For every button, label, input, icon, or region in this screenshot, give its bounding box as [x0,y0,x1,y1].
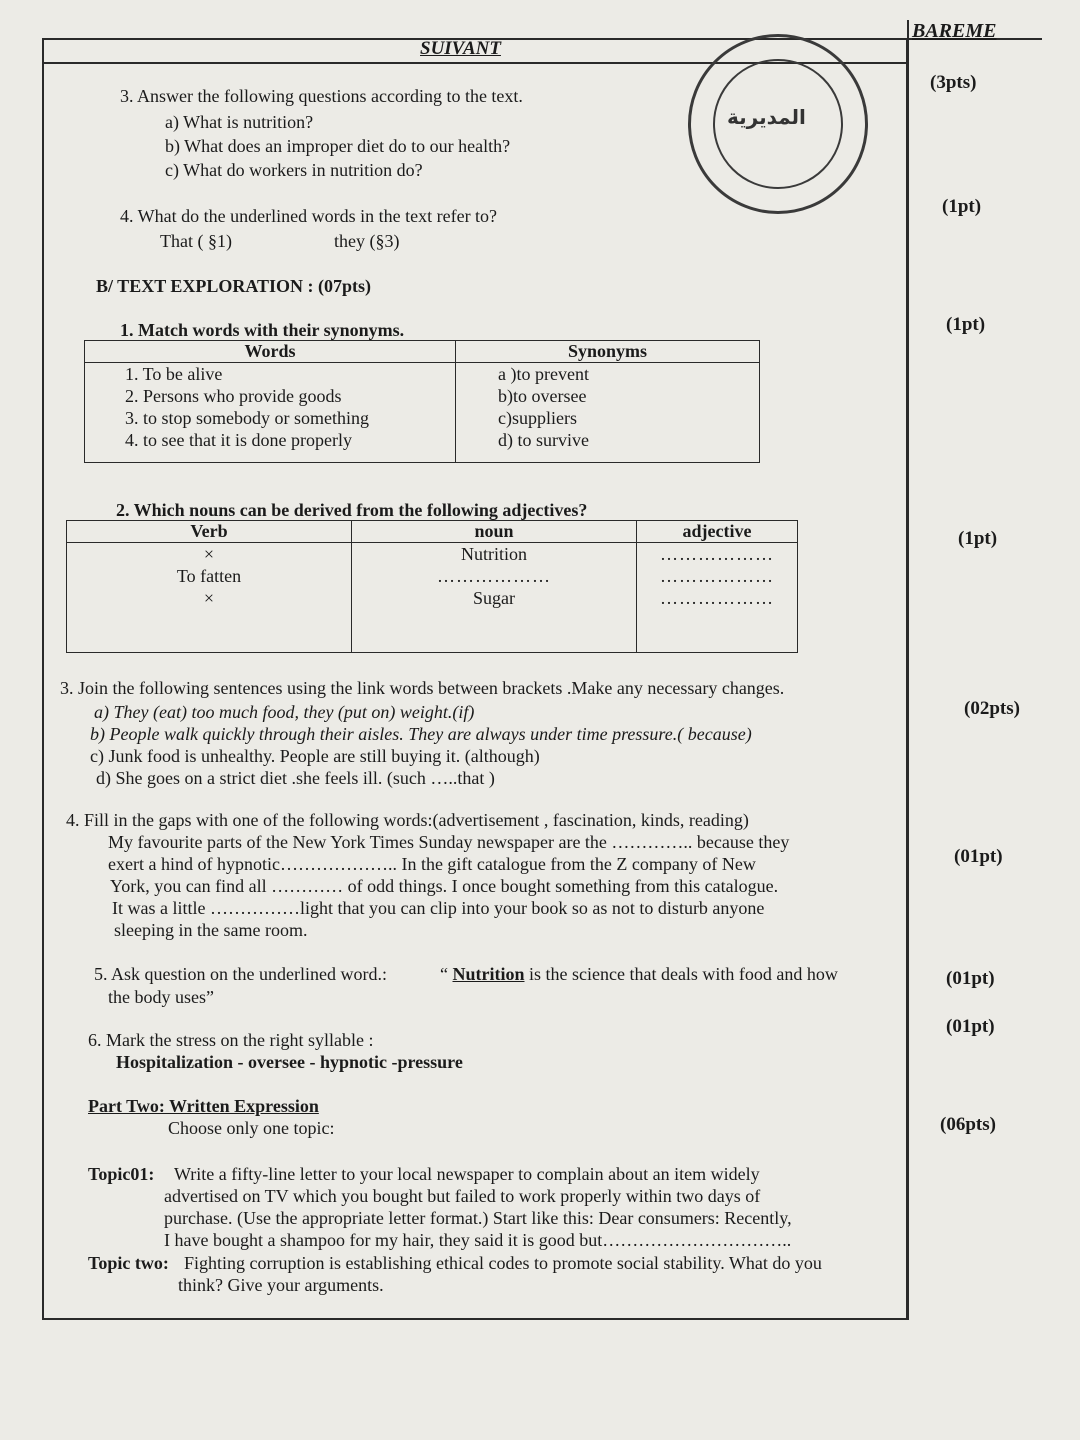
q3-stem: 3. Answer the following questions according to the text. [120,86,523,106]
derive-header-noun: noun [352,521,637,543]
derive-verb: To fatten [176,566,242,586]
match-header-synonyms: Synonyms [456,341,760,363]
match-synonym: a )to prevent [498,364,589,384]
derive-adjective: ……………… [660,544,774,564]
match-word: 3. to stop somebody or something [125,408,369,428]
match-word: 2. Persons who provide goods [125,386,342,406]
points-q4: (1pt) [942,196,982,217]
points-fill: (01pt) [954,846,1003,867]
points-written: (06pts) [940,1114,996,1135]
fill-line-3: York, you can find all ………… of odd things. I once bought something from this catalogue. [110,876,779,896]
derive-verbs-cell [67,543,352,653]
stress-stem: 6. Mark the stress on the right syllable : [88,1030,374,1050]
match-synonym: b)to oversee [498,386,587,406]
ask-open-quote: “ [440,964,448,984]
match-synonym: c)suppliers [498,408,577,428]
points-match: (1pt) [946,314,986,335]
match-table [84,340,760,463]
ask-stem: 5. Ask question on the underlined word.: [94,964,387,984]
join-stem: 3. Join the following sentences using the link words between brackets .Make any necessary changes. [60,678,785,698]
q3-b: b) What does an improper diet do to our health? [165,136,511,156]
join-c: c) Junk food is unhealthy. People are still buying it. (although) [90,746,540,766]
derive-verb: × [203,544,215,564]
topic2-line-2: think? Give your arguments. [178,1275,384,1295]
topic2-line-1: Fighting corruption is establishing ethical codes to promote social stability. What do you [184,1253,822,1273]
topic1-line-1: Write a fifty-line letter to your local newspaper to complain about an item widely [174,1164,760,1184]
derive-nouns-cell [352,543,637,653]
topic1-label: Topic01: [88,1164,155,1184]
match-word: 4. to see that it is done properly [125,430,352,450]
derive-noun: Nutrition [461,544,527,564]
topic1-line-3: purchase. (Use the appropriate letter format.) Start like this: Dear consumers: Recently, [164,1208,792,1228]
q4-stem: 4. What do the underlined words in the text refer to? [120,206,498,226]
q4-they: they (§3) [334,231,400,251]
match-header-words: Words [85,341,456,363]
bareme-column-divider [907,20,931,1320]
match-word: 1. To be alive [125,364,223,384]
fill-line-5: sleeping in the same room. [114,920,308,940]
part-two-instruction: Choose only one topic: [168,1118,335,1138]
join-d: d) She goes on a strict diet .she feels ill. (such …..that ) [96,768,495,788]
join-b: b) People walk quickly through their aisles. They are always under time pressure.( because) [90,724,752,744]
derive-verb: × [203,588,215,608]
match-synonyms-cell [456,363,760,463]
match-synonym: d) to survive [498,430,589,450]
points-q3: (3pts) [930,72,977,93]
derive-header-verb: Verb [67,521,352,543]
derive-noun: ……………… [437,566,551,586]
ask-sentence-rest: is the science that deals with food and how [529,964,838,984]
bareme-heading: BAREME [912,20,997,42]
join-a: a) They (eat) too much food, they (put on) weight.(if) [94,702,475,722]
top-rule [42,38,1042,40]
derive-adjectives-cell [637,543,798,653]
official-stamp [688,34,868,214]
derive-header-adjective: adjective [637,521,798,543]
stamp-text: المديرية [727,105,806,129]
derive-adjective: ……………… [660,588,774,608]
suivant-heading: SUIVANT [420,38,501,59]
part-two-title: Part Two: Written Expression [88,1096,319,1116]
fill-stem: 4. Fill in the gaps with one of the following words:(advertisement , fascination, kinds, reading) [66,810,749,830]
q4-that: That ( §1) [160,231,232,251]
q3-a: a) What is nutrition? [165,112,314,132]
derive-noun: Sugar [473,588,515,608]
fill-line-1: My favourite parts of the New York Times Sunday newspaper are the ………….. because they [108,832,790,852]
fill-line-2: exert a hind of hypnotic……………….. In the gift catalogue from the Z company of New [108,854,756,874]
topic1-line-2: advertised on TV which you bought but failed to work properly within two days of [164,1186,761,1206]
fill-line-4: It was a little ……………light that you can clip into your book so as not to disturb anyone [112,898,765,918]
stress-words: Hospitalization - oversee - hypnotic -pressure [116,1052,463,1072]
match-words-cell [85,363,456,463]
topic1-line-4: I have bought a shampoo for my hair, they said it is good but………………………….. [164,1230,792,1250]
topic2-label: Topic two: [88,1253,169,1273]
match-stem: 1. Match words with their synonyms. [120,320,405,340]
points-stress: (01pt) [946,1016,995,1037]
ask-line-2: the body uses” [108,987,214,1007]
points-derive: (1pt) [958,528,998,549]
points-ask: (01pt) [946,968,995,989]
section-b-heading: B/ TEXT EXPLORATION : (07pts) [96,276,372,296]
ask-sentence [440,964,838,985]
derive-table [66,520,798,653]
points-join: (02pts) [964,698,1020,719]
derive-adjective: ……………… [660,566,774,586]
derive-stem: 2. Which nouns can be derived from the following adjectives? [116,500,588,520]
ask-underlined-word: Nutrition [452,964,525,984]
q3-c: c) What do workers in nutrition do? [165,160,423,180]
